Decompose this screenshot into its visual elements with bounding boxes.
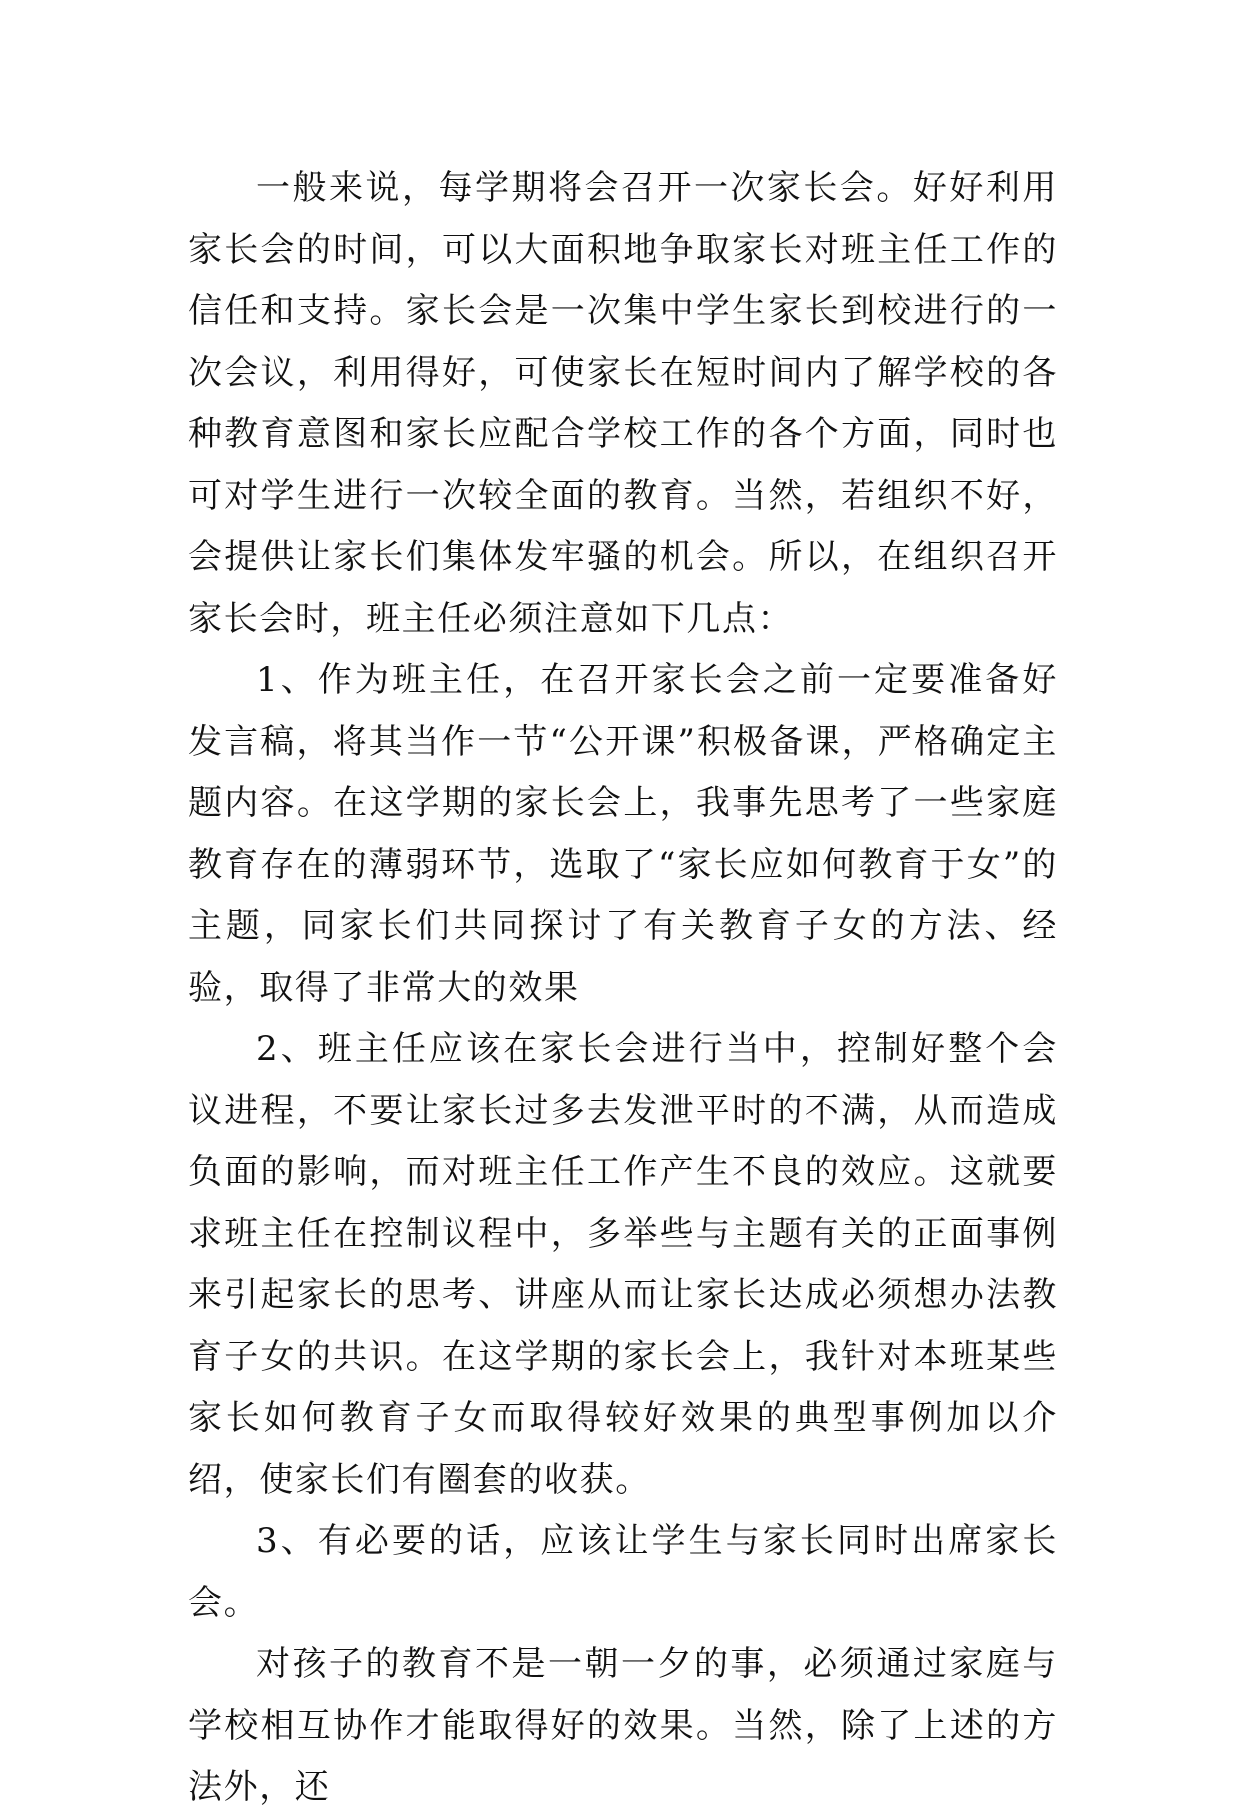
paragraph-point-2: 2、班主任应该在家长会进行当中，控制好整个会议进程，不要让家长过多去发泄平时的不满，从而造成负面的影响，而对班主任工作产生不良的效应。这就要求班主任在控制议程中，多举些与主题有关的正面事例来引起家长的思考、讲座从而让家长达成必须想办法教育子女的共识。在这学期的家长会上，我针对本班某些家长如何教育子女而取得较好效果的典型事例加以介绍，使家长们有圈套的收获。 — [188, 1029, 1058, 1500]
document-body — [188, 158, 1058, 1819]
paragraph-intro: 一般来说，每学期将会召开一次家长会。好好利用家长会的时间，可以大面积地争取家长对班主任工作的信任和支持。家长会是一次集中学生家长到校进行的一次会议，利用得好，可使家长在短时间内了解学校的各种教育意图和家长应配合学校工作的各个方面，同时也可对学生进行一次较全面的教育。当然，若组织不好，会提供让家长们集体发牢骚的机会。所以，在组织召开家长会时，班主任必须注意如下几点： — [188, 168, 1058, 639]
paragraph-point-1: 1、作为班主任，在召开家长会之前一定要准备好发言稿，将其当作一节“公开课”积极备课，严格确定主题内容。在这学期的家长会上，我事先思考了一些家庭教育存在的薄弱环节，选取了“家长应如何教育于女”的主题，同家长们共同探讨了有关教育子女的方法、经验，取得了非常大的效果 — [188, 660, 1058, 1008]
paragraph-point-3: 3、有必要的话，应该让学生与家长同时出席家长会。 — [188, 1521, 1058, 1623]
paragraph-closing: 对孩子的教育不是一朝一夕的事，必须通过家庭与学校相互协作才能取得好的效果。当然，除了上述的方法外，还 — [188, 1644, 1058, 1807]
